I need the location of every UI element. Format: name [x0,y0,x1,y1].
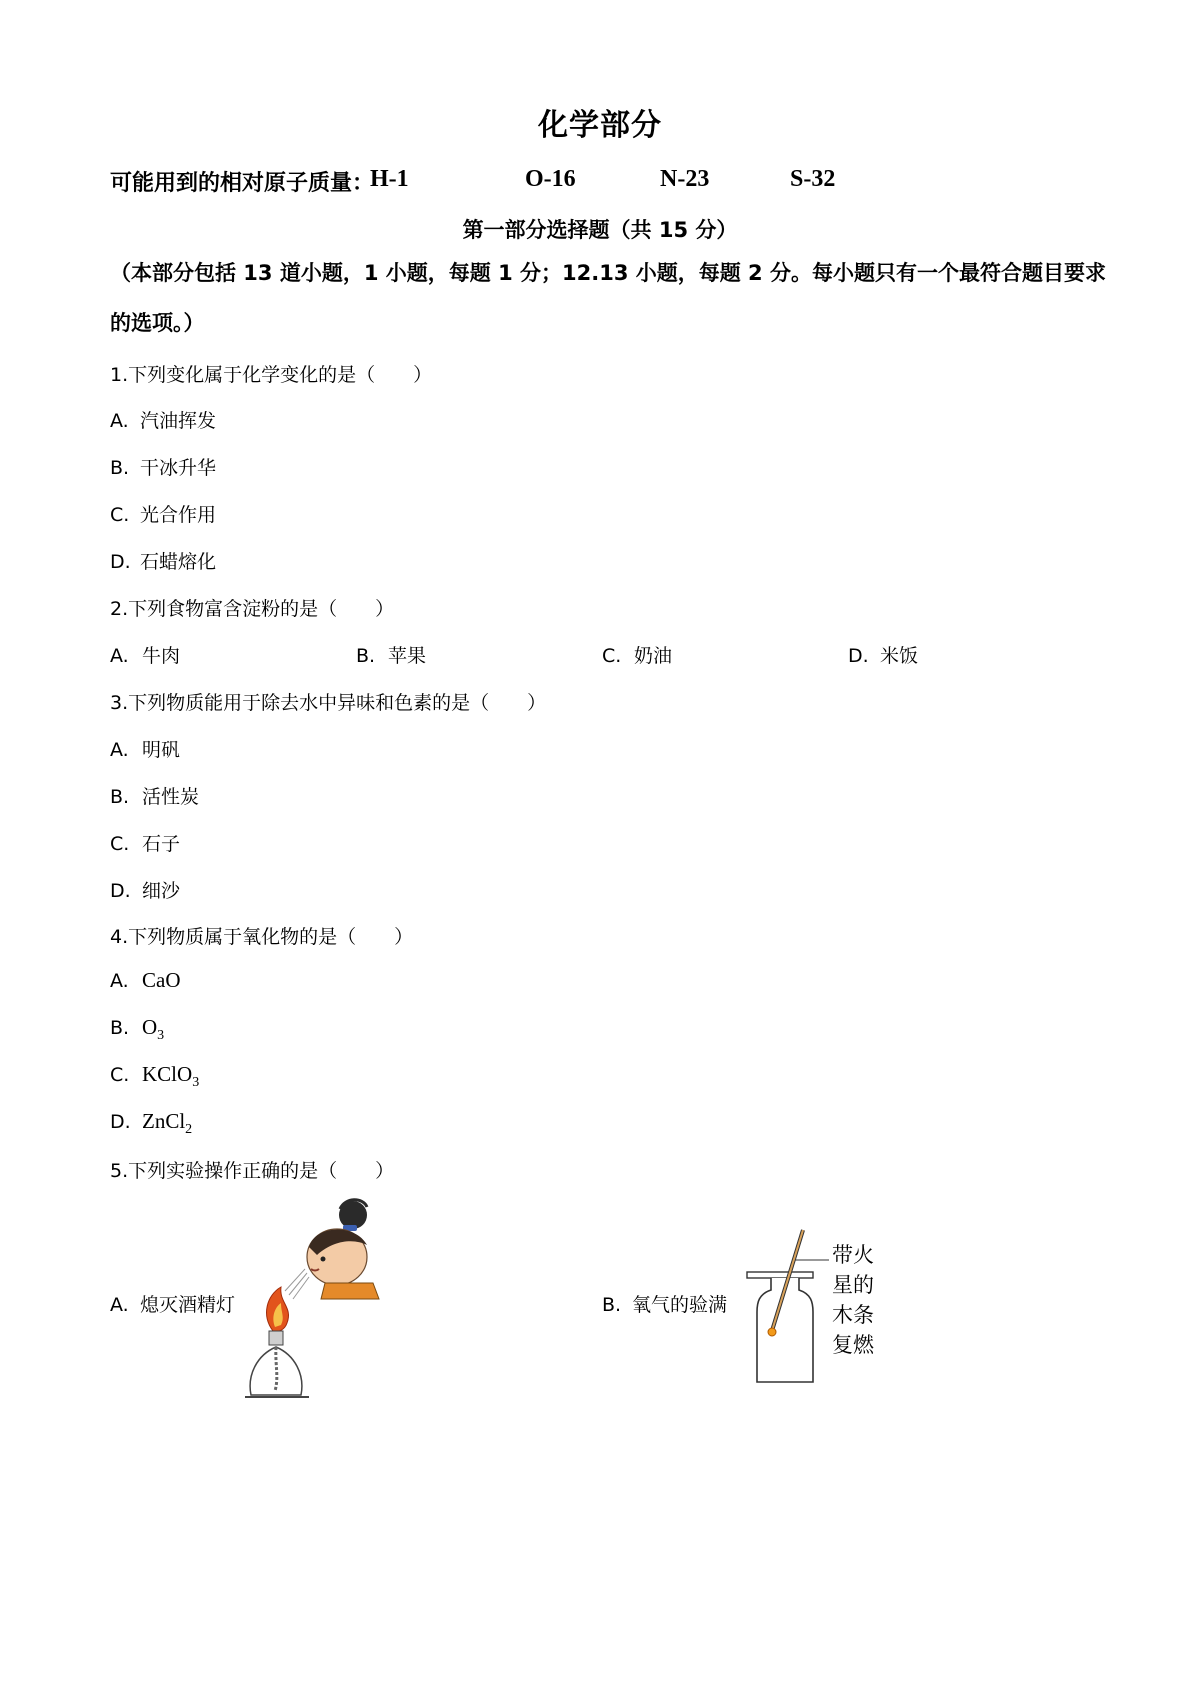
mass-n: N-23 [660,166,710,192]
option-letter: C. [110,504,130,526]
page-title: 化学部分 [538,108,662,143]
shirt [321,1283,379,1299]
mass-o: O-16 [525,166,576,192]
option-letter: B. [602,1294,622,1316]
formula-base: KClO [142,1062,193,1086]
formula-subscript: 2 [185,1121,193,1137]
option-letter: B. [110,457,130,479]
q4-option-b[interactable] [110,1015,164,1044]
atomic-mass-line [110,166,836,197]
option-letter: B. [356,645,376,667]
option-text: 干冰升华 [140,457,217,479]
option-letter: D. [848,645,869,667]
figure-b-label-line: 木条 [832,1303,874,1327]
q1-option-d[interactable] [110,547,216,574]
option-letter: B. [110,786,130,808]
option-letter: C. [110,1064,130,1086]
option-text: 细沙 [142,880,181,902]
option-text: 汽油挥发 [140,410,217,432]
alcohol-lamp-blowing-figure [245,1195,395,1405]
q2-option-d[interactable] [848,641,918,668]
lamp-wick-holder [269,1331,283,1345]
q2-option-a[interactable] [110,641,180,668]
option-letter: A. [110,410,129,432]
q3-option-b[interactable] [110,782,199,809]
figure-b-label-line: 星的 [832,1273,874,1297]
q3-option-a[interactable] [110,735,180,762]
option-text: 氧气的验满 [632,1294,728,1316]
oxygen-bottle-figure [745,1228,835,1388]
glowing-tip-icon [768,1328,776,1336]
question-1-stem: 1.下列变化属于化学变化的是（ ） [110,364,433,386]
q3-option-d[interactable] [110,876,180,903]
q1-option-a[interactable] [110,406,216,433]
question-3-stem: 3.下列物质能用于除去水中异味和色素的是（ ） [110,692,547,714]
formula-subscript: 3 [157,1027,165,1043]
option-text: 熄灭酒精灯 [140,1294,236,1316]
mass-s: S-32 [790,166,836,192]
option-text: 石蜡熔化 [140,551,217,573]
figure-b-label-line: 复燃 [832,1333,874,1357]
q1-option-c[interactable] [110,500,216,527]
option-letter: A. [110,739,129,761]
formula-base: CaO [142,968,181,992]
option-letter: C. [110,833,130,855]
section-heading: 第一部分选择题（共 15 分） [462,218,738,242]
option-text: 苹果 [388,645,427,667]
option-text: 活性炭 [142,786,200,808]
option-text: 石子 [142,833,181,855]
q1-option-b[interactable] [110,453,216,480]
question-4-stem: 4.下列物质属于氧化物的是（ ） [110,926,414,948]
option-text: 牛肉 [142,645,181,667]
eye [321,1257,326,1262]
option-text: 明矾 [142,739,181,761]
q4-option-d[interactable] [110,1109,192,1138]
q4-option-c[interactable] [110,1062,199,1091]
lamp-wick [275,1347,277,1391]
figure-b-label [832,1240,874,1360]
option-letter: B. [110,1017,130,1039]
option-letter: C. [602,645,622,667]
q5-option-a[interactable] [110,1290,235,1317]
option-letter: D. [110,551,131,573]
q5-option-b[interactable] [602,1290,727,1317]
section-note: （本部分包括 13 道小题，1 小题，每题 1 分；12.13 小题，每题 2 分。每小题只有一个最符合题目要求的选项。） [110,261,1106,335]
option-text: 奶油 [634,645,673,667]
option-letter: A. [110,1294,129,1316]
option-letter: D. [110,1111,131,1133]
question-2-stem: 2.下列食物富含淀粉的是（ ） [110,598,395,620]
q4-option-a[interactable] [110,968,181,993]
question-5-stem: 5.下列实验操作正确的是（ ） [110,1160,395,1182]
figure-b-label-line: 带火 [832,1243,874,1267]
option-text: 光合作用 [140,504,217,526]
option-letter: A. [110,645,129,667]
atomic-mass-lead: 可能用到的相对原子质量： [110,171,375,196]
option-letter: A. [110,970,129,992]
q2-option-b[interactable] [356,641,426,668]
formula-base: ZnCl [142,1109,186,1133]
option-text: 米饭 [880,645,919,667]
mass-h: H-1 [370,166,409,192]
formula-base: O [142,1015,158,1039]
q3-option-c[interactable] [110,829,180,856]
glass-plate [747,1272,813,1278]
formula-subscript: 3 [192,1074,200,1090]
q2-option-c[interactable] [602,641,672,668]
option-letter: D. [110,880,131,902]
